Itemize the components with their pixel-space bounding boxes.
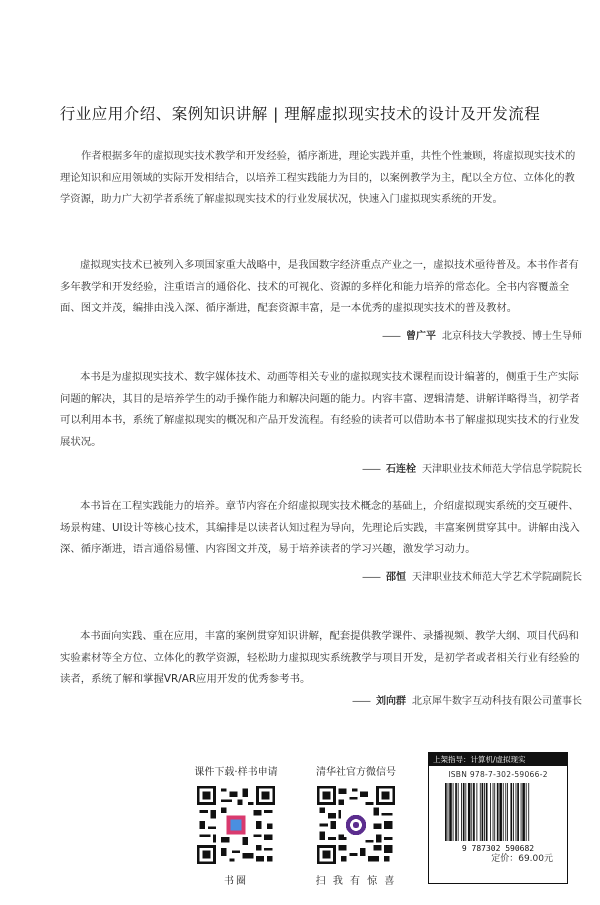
- barcode-bar: [455, 783, 457, 841]
- shelving-category: 上架指导：计算机/虚拟现实: [429, 753, 567, 766]
- barcode-bar: [494, 783, 495, 841]
- barcode-bar: [516, 783, 517, 841]
- barcode-bar: [476, 783, 477, 841]
- signature-dash: ——: [362, 464, 380, 475]
- review-text: 本书面向实践、重在应用，丰富的案例贯穿知识讲解，配套提供教学课件、录播视频、教学大纲、项目代码和实验素材等全方位、立体化的教学资源，轻松助力虚拟现实系统教学与项目开发，是初学者或者相关行业有经验的读者，系统了解和掌握VR/AR应用开发的优秀参考书。: [60, 630, 580, 685]
- cover-tagline: 行业应用介绍、案例知识讲解 | 理解虚拟现实技术的设计及开发流程: [59, 105, 541, 123]
- reviewer-title: 北京科技大学教授、博士生导师: [442, 330, 582, 342]
- qr-code-icon[interactable]: [317, 786, 395, 864]
- barcode-bar: [480, 783, 481, 841]
- barcode-bar: [507, 783, 508, 841]
- qr-caption: 扫 我 有 惊 喜: [315, 876, 397, 887]
- barcode-bar: [461, 783, 462, 841]
- qr-label: 课件下载·样书申请: [194, 767, 278, 778]
- barcode-bar: [505, 783, 506, 841]
- review-text: 本书是为虚拟现实技术、数字媒体技术、动画等相关专业的虚拟现实技术课程而设计编著的，侧重于生产实际问题的解决，其目的是培养学生的动手操作能力和解决问题的能力。内容丰富、逻辑清楚、讲解详略得当，初学者可以利用本书，系统了解虚拟现实的概况和产品开发流程。有经验的读者可以借助本书了解虚拟现实技术的行业发展状况。: [60, 371, 580, 448]
- qr-caption: 书圈: [224, 876, 248, 887]
- review-2: [60, 367, 582, 481]
- qr-wechat: [310, 763, 402, 887]
- barcode-bar: [484, 783, 485, 841]
- review-1: [60, 255, 582, 348]
- review-text: 虚拟现实技术已被列入多项国家重大战略中，是我国数字经济重点产业之一，虚拟技术亟待普及。本书作者有多年教学和开发经验，注重语言的通俗化、技术的可视化、资源的多样化和能力培养的常态化。全书内容覆盖全面、图文并茂，编排由浅入深、循序渐进，配套资源丰富，是一本优秀的虚拟现实技术的普及教材。: [60, 259, 579, 314]
- qr-courseware: [190, 763, 282, 887]
- barcode-bar: [482, 783, 484, 841]
- barcode-bar: [497, 783, 499, 841]
- reviewer-title: 天津职业技术师范大学信息学院院长: [422, 464, 582, 475]
- intro-paragraph: [60, 146, 580, 211]
- barcode-bar: [449, 783, 452, 841]
- barcode-bar: [510, 783, 512, 841]
- reviewer-name: 石连栓: [386, 464, 416, 475]
- reviewer-name: 曾广平: [406, 330, 436, 342]
- price: 定价：69.00元: [491, 854, 553, 864]
- reviewer-name: 刘向群: [376, 695, 406, 707]
- intro-text: 作者根据多年的虚拟现实技术教学和开发经验，循序渐进，理论实践并重，共性个性兼顾，将虚拟现实技术的理论知识和应用领域的实际开发相结合，以培养工程实践能力为目的，以案例教学为主，配以全方位、立体化的教学资源，助力广大初学者系统了解虚拟现实技术的行业发展状况，快速入门虚拟现实系统的开发。: [60, 150, 576, 205]
- reviewer-title: 天津职业技术师范大学艺术学院副院长: [412, 571, 582, 583]
- qr-code-icon[interactable]: [197, 786, 275, 864]
- barcode-digits: 9 787302 590682: [461, 844, 535, 853]
- reviewer-title: 北京犀牛数字互动科技有限公司董事长: [412, 695, 582, 707]
- barcode-bar: [453, 783, 454, 841]
- barcode-bar: [493, 783, 494, 841]
- review-text: 本书旨在工程实践能力的培养。章节内容在介绍虚拟现实技术概念的基础上，介绍虚拟现实系统的交互硬件、场景构建、UI设计等核心技术，其编排是以读者认知过程为导向，先理论后实践，丰富案例贯穿其中。讲解由浅入深、循序渐进，语言通俗易懂、内容图文并茂，易于培养读者的学习兴趣，激发学习动力。: [60, 500, 580, 555]
- signature-dash: ——: [382, 330, 400, 342]
- barcode-bar: [463, 783, 465, 841]
- review-signature: [60, 326, 582, 348]
- barcode-bar: [521, 783, 522, 841]
- barcode-icon: [439, 781, 557, 853]
- barcode-bar: [486, 783, 488, 841]
- signature-dash: ——: [352, 695, 370, 707]
- barcode-bar: [468, 783, 471, 841]
- barcode-bar: [499, 783, 502, 841]
- review-signature: [60, 459, 582, 481]
- barcode-bar: [513, 783, 514, 841]
- barcode-bar: [528, 783, 529, 841]
- barcode-bar: [465, 783, 466, 841]
- isbn-barcode-block: [428, 752, 568, 884]
- review-signature: [60, 567, 582, 589]
- barcode-bar: [473, 783, 475, 841]
- review-3: [60, 496, 582, 589]
- barcode-bar: [526, 783, 527, 841]
- isbn-text: ISBN 978-7-302-59066-2: [448, 770, 548, 779]
- barcode-bar: [458, 783, 459, 841]
- barcode-bar: [445, 783, 447, 841]
- barcode-bar: [448, 783, 449, 841]
- signature-dash: ——: [362, 571, 380, 583]
- reviewer-name: 邵恒: [386, 571, 406, 583]
- barcode-bar: [522, 783, 525, 841]
- barcode-bar: [490, 783, 491, 841]
- qr-label: 清华社官方微信号: [316, 767, 396, 778]
- barcode-bars: [445, 783, 529, 841]
- review-signature: [60, 691, 582, 713]
- barcode-bar: [471, 783, 472, 841]
- barcode-bar: [517, 783, 519, 841]
- review-4: [60, 626, 582, 713]
- barcode-bar: [503, 783, 504, 841]
